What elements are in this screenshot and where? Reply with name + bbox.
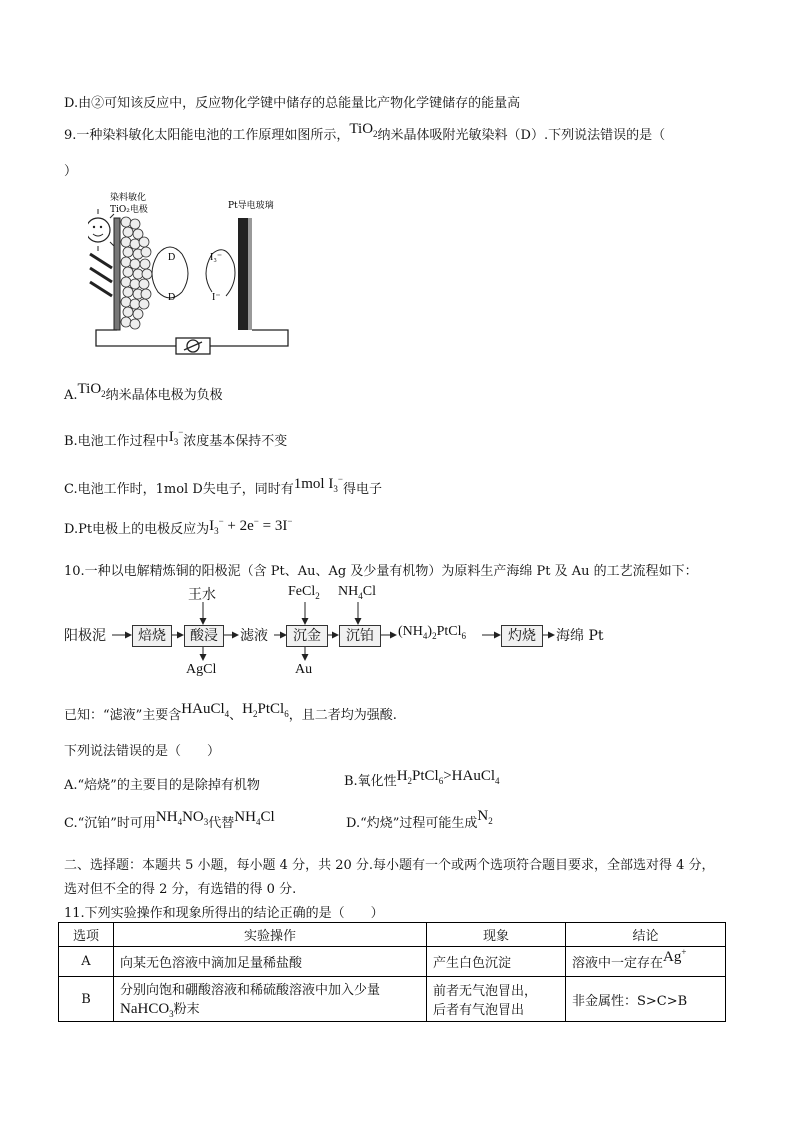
question8-option-d: D.由②可知该反应中，反应物化学键中储存的总能量比产物化学键储存的能量高 (64, 96, 521, 111)
glass-plate-left (114, 218, 120, 330)
row-a-phenomenon: 产生白色沉淀 (427, 947, 566, 977)
reagent-fecl2: FeCl$_2$ (288, 584, 320, 601)
solar-cell-diagram (88, 188, 298, 358)
question9-stem (64, 121, 666, 145)
section2-instructions-line2: 选对但不全的得 2 分，有选错的得 0 分. (64, 882, 297, 897)
solar-cell-svg (88, 188, 298, 358)
row-b-conclusion: 非金属性：S>C>B (566, 977, 726, 1022)
process-flowchart (64, 584, 764, 684)
table-row (59, 977, 726, 1022)
header-conclusion: 结论 (566, 923, 726, 947)
q10-option-c: C.“沉铂”时可用$NH_4NO_3$代替$NH_4Cl$ (64, 809, 275, 831)
label-dye-electrode: 染料敏化 (110, 193, 147, 203)
flow-box-pt-precip: 沉铂 (339, 625, 381, 647)
q9-option-d: D.Pt电极上的电极反应为$I_3^- + 2e^- = 3I^-$ (64, 516, 293, 537)
question10-stem: 10.一种以电解精炼铜的阳极泥（含 Pt、Au、Ag 及少量有机物）为原料生产海绵 Pt 及 Au 的工艺流程如下： (64, 564, 698, 579)
row-a-operation: 向某无色溶液中滴加足量稀盐酸 (114, 947, 427, 977)
q9-option-c: C.电池工作时，1mol D失电子，同时有1mol $I_3^-$得电子 (64, 474, 382, 497)
q11-table (58, 922, 726, 1022)
label-d-top: D (168, 252, 176, 263)
label-pt-glass: Pt导电玻璃 (228, 201, 274, 211)
flow-start: 阳极泥 (64, 628, 106, 644)
label-tio2-electrode: TiO₂电极 (110, 205, 148, 215)
q10-option-d: D.“灼烧”过程可能生成$N_2$ (346, 808, 493, 831)
tio2-particles (121, 217, 152, 329)
flow-box-calcine: 灼烧 (501, 625, 543, 647)
q9-stem-text-b: 纳米晶体吸附光敏染料（D）.下列说法错误的是（ (377, 128, 666, 143)
q10-ask: 下列说法错误的是（ ） (64, 744, 221, 759)
flow-filtrate: 滤液 (240, 628, 268, 644)
q10-known-info: 已知：“滤液”主要含HAuCl$_4$、$H_2PtCl_6$，且二者均为强酸. (64, 701, 397, 723)
q9-stem-close: ） (64, 164, 78, 179)
q9-option-a: A.TiO$_2$纳米晶体电极为负极 (64, 381, 223, 403)
flow-product: 海绵 Pt (556, 628, 604, 644)
table-header-row (59, 923, 726, 947)
header-operation: 实验操作 (114, 923, 427, 947)
light-arrows (90, 254, 112, 296)
output-au: Au (295, 662, 313, 677)
output-agcl: AgCl (186, 662, 217, 677)
table-row (59, 947, 726, 977)
flow-box-roast: 焙烧 (132, 625, 172, 647)
question11-stem: 11.下列实验操作和现象所得出的结论正确的是（ ） (64, 906, 384, 921)
label-i3: I₃⁻ (210, 252, 223, 263)
reagent-aqua-regia: 王水 (188, 587, 216, 603)
flow-box-gold-precip: 沉金 (286, 625, 328, 647)
flow-box-acid-leach: 酸浸 (184, 625, 224, 647)
section2-instructions-line1: 二、选择题：本题共 5 小题，每小题 4 分，共 20 分.每小题有一个或两个选项符合题目要求，全部选对得 4 分， (64, 858, 715, 873)
label-iodide: I⁻ (212, 292, 221, 303)
row-b-phenomenon: 前者无气泡冒出， 后者有气泡冒出 (427, 977, 566, 1022)
row-b-operation: 分别向饱和硼酸溶液和稀硫酸溶液中加入少量 NaHCO$_3$粉末 (114, 977, 427, 1022)
row-a-conclusion: 溶液中一定存在Ag+ (566, 947, 726, 977)
row-b-option: B (59, 977, 114, 1022)
label-d-bottom: D (168, 292, 176, 303)
reagent-nh4cl: $NH_4Cl$ (338, 584, 376, 601)
external-circuit (96, 330, 288, 354)
q9-stem-text-a: 9.一种染料敏化太阳能电池的工作原理如图所示， (64, 128, 350, 143)
dye-cycle-arrow (152, 254, 182, 298)
flow-intermediate: $(NH_4)_2PtCl_6$ (398, 624, 466, 641)
pt-glass-plate (238, 218, 248, 330)
header-phenomenon: 现象 (427, 923, 566, 947)
q10-option-b: B.氧化性$H_2PtCl_6>HAuCl_4$ (344, 768, 500, 789)
q9-stem-formula: TiO$_2$ (349, 121, 378, 139)
q9-option-b: B.电池工作过程中$I_3^-$浓度基本保持不变 (64, 427, 288, 449)
q10-option-a: A.“焙烧”的主要目的是除掉有机物 (64, 778, 260, 793)
header-option: 选项 (59, 923, 114, 947)
row-a-option: A (59, 947, 114, 977)
